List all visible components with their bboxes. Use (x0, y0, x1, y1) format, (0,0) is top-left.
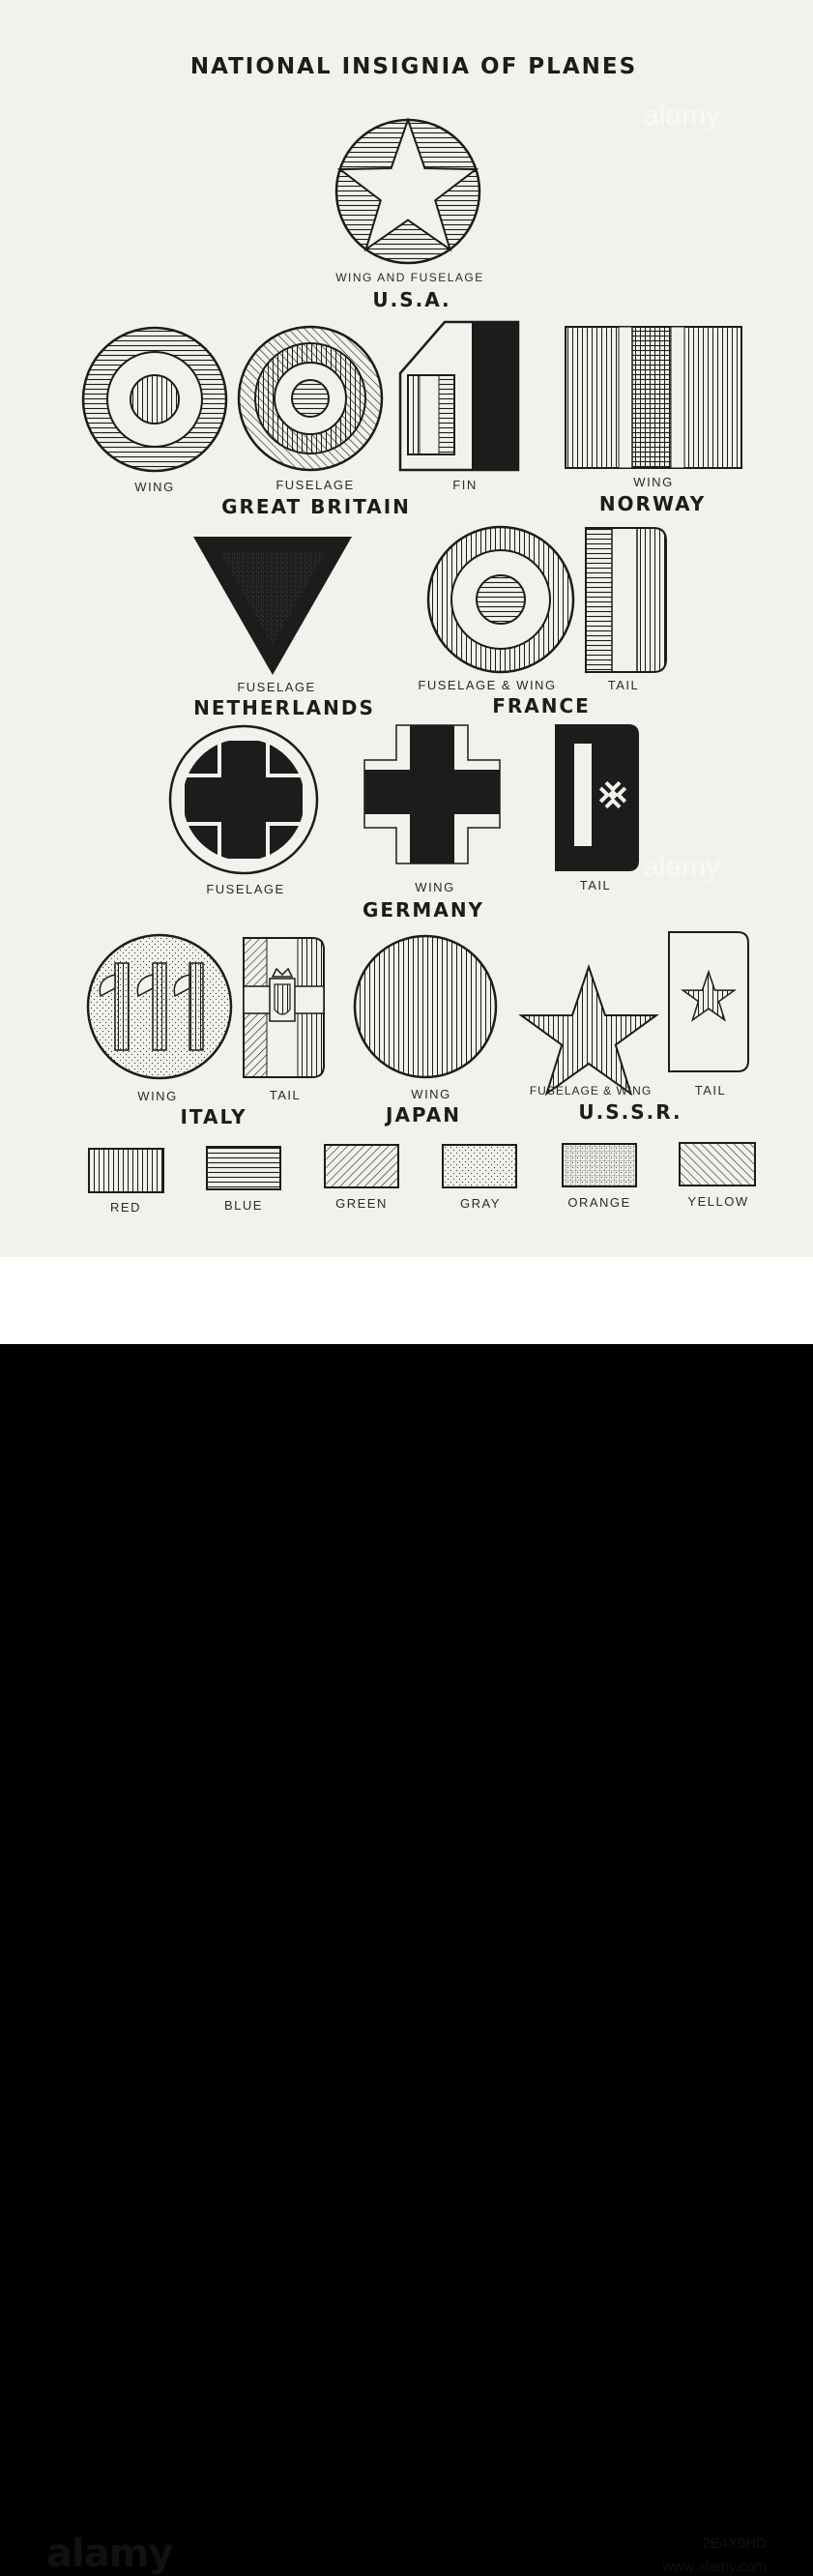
gb-label-fuselage: FUSELAGE (276, 478, 355, 492)
germany-fuselage-cross (170, 726, 317, 873)
document-page (0, 0, 813, 1257)
norway-flag (566, 327, 741, 468)
norway-label-wing: WING (633, 475, 674, 489)
legend-swatch-yellow (680, 1143, 755, 1186)
usa-label-wing-and-fuselage: WING AND FUSELAGE (335, 271, 484, 284)
gb-fuselage-roundel (239, 327, 382, 470)
gb-label-wing: WING (134, 480, 175, 494)
italy-label-tail: TAIL (269, 1088, 302, 1102)
legend-swatch-gray (443, 1145, 516, 1187)
france-roundel (428, 527, 573, 672)
watermark: alamy (643, 100, 721, 132)
germany-tail (555, 724, 639, 871)
legend-label-yellow: YELLOW (687, 1194, 749, 1209)
usa-insignia (336, 120, 479, 263)
page-title: NATIONAL INSIGNIA OF PLANES (189, 54, 638, 79)
gb-wing-roundel (83, 328, 226, 471)
netherlands-country-name: NETHERLANDS (193, 696, 375, 719)
gb-country-name: GREAT BRITAIN (221, 495, 411, 518)
ussr-star (521, 967, 656, 1094)
germany-label-fuselage: FUSELAGE (206, 882, 285, 896)
italy-label-wing: WING (137, 1089, 178, 1103)
gb-fin-flash (400, 322, 518, 470)
netherlands-triangle (193, 537, 352, 675)
image-id: 2E4X9HD (702, 2535, 767, 2552)
legend-swatch-blue (207, 1147, 280, 1189)
ussr-country-name: U.S.S.R. (578, 1100, 682, 1124)
color-legend (89, 1143, 755, 1192)
legend-swatch-green (325, 1145, 398, 1187)
legend-label-gray: GRAY (460, 1196, 501, 1211)
legend-swatch-red (89, 1149, 163, 1192)
watermark: alamy (643, 851, 721, 883)
japan-country-name: JAPAN (386, 1103, 461, 1127)
gb-label-fin: FIN (452, 478, 478, 492)
usa-country-name: U.S.A. (372, 288, 451, 311)
legend-label-blue: BLUE (224, 1198, 263, 1213)
italy-fasces-roundel (88, 935, 231, 1078)
netherlands-label-fuselage: FUSELAGE (237, 680, 316, 694)
japan-label-wing: WING (411, 1087, 451, 1101)
italy-tail (244, 938, 324, 1077)
ussr-label-fuselage-wing: FUSELAGE & WING (529, 1084, 653, 1098)
norway-country-name: NORWAY (598, 492, 707, 515)
stock-footer (0, 1257, 813, 2576)
germany-country-name: GERMANY (362, 898, 485, 922)
site-url[interactable]: www.alamy.com (662, 2559, 767, 2575)
legend-label-red: RED (110, 1200, 141, 1215)
france-country-name: FRANCE (492, 694, 591, 717)
insignia-artwork (0, 0, 813, 1257)
ussr-tail (669, 932, 748, 1071)
france-label-fuselage-wing: FUSELAGE & WING (418, 678, 557, 692)
legend-label-orange: ORANGE (567, 1195, 631, 1210)
japan-disc (355, 936, 496, 1077)
germany-wing-cross (364, 725, 500, 864)
france-tail (586, 528, 666, 672)
alamy-logo: alamy (46, 2532, 173, 2576)
legend-swatch-orange (563, 1144, 636, 1186)
ussr-label-tail: TAIL (694, 1083, 727, 1098)
italy-country-name: ITALY (180, 1105, 247, 1128)
germany-label-tail: TAIL (579, 878, 612, 893)
germany-label-wing: WING (415, 880, 455, 894)
legend-label-green: GREEN (335, 1196, 388, 1211)
france-label-tail: TAIL (607, 678, 640, 692)
